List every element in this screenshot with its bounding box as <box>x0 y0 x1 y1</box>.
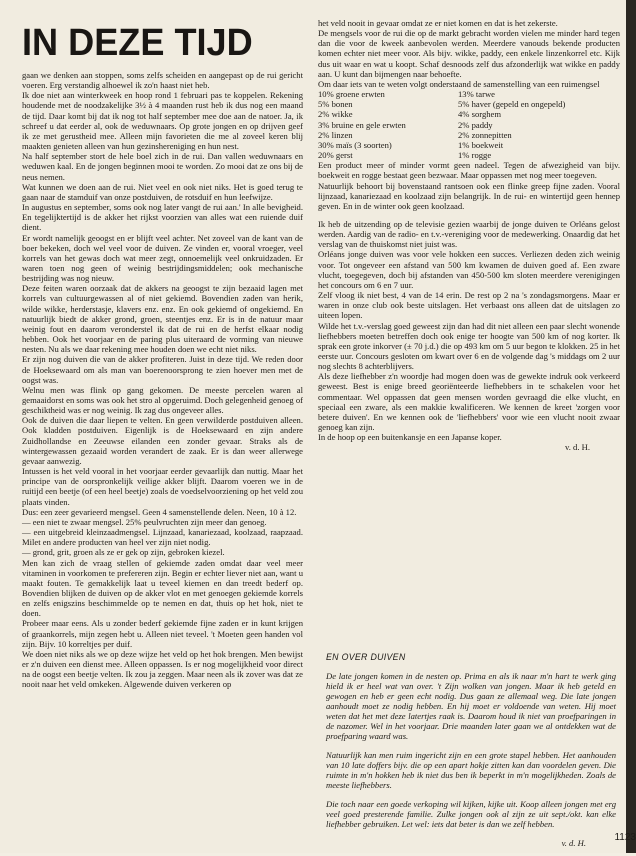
mix-cell: 20% gerst <box>318 150 353 161</box>
mix-cell: 2% paddy <box>458 119 493 130</box>
paragraph: Een product meer of minder vormt geen nadeel. Tegen de afwezigheid van bijv. boekweit en rogge bestaat geen bezwaar. Maar oppassen met nog meer toegeven. <box>318 160 620 181</box>
paragraph: Wat kunnen we doen aan de rui. Niet veel en ook niet niks. Het is goed terug te gaan naar de stamduif van onze postduiven, de rotsduif en hun leefwijze. <box>22 181 303 202</box>
left-column <box>22 70 303 690</box>
mix-cell: 3% bruine en gele erwten <box>318 119 406 130</box>
spacer <box>318 211 620 219</box>
mix-cell: 2% linzen <box>318 129 353 140</box>
mix-cell: 2% wikke <box>318 109 353 120</box>
mix-cell: 13% tarwe <box>458 89 495 100</box>
mix-cell: 5% haver (gepeld en ongepeld) <box>458 99 566 110</box>
mix-cell: 10% groene erwten <box>318 89 385 100</box>
paragraph: — grond, grit, groen als ze er gek op zijn, gebroken kiezel. <box>22 547 225 558</box>
paragraph: Ik doe niet aan winterkweek en hoop rond 1 februari pas te koppelen. Rekening houdende met de noodzakelijke 3½ à 4 maanden rust heb ik dus nog een maand de tijd. Daar komt bij dat ik nog tot half september mee doe aan de natoer. Ja, ik schreef u dat eerder al, ook de weduwnaars. Op grote jongen en op drijven geef ik ze met gerustheid mee. Alleen mijn favorieten die me al zoveel keren blij maakten genieten alleen van hun gezinshereniging en hun nest. <box>22 90 303 152</box>
paragraph: We doen niet niks als we op deze wijze het veld op het hok brengen. Men bewijst er z'n duiven een dienst mee. Alleen oppassen. Is er nog mogelijkheid voor direct na de oogst een beetje velten. Ik zou ja zeggen. Maar neen als ik zover was dat ze nooit naar het veld omkeken. Algewende duiven verkeren op <box>22 648 303 690</box>
paragraph: In de hoop op een buitenkansje en een Japanse koper. <box>318 432 502 443</box>
page-title: IN DEZE TIJD <box>22 22 253 64</box>
author-signature: v. d. H. <box>565 442 590 453</box>
paragraph: Er zijn nog duiven die van de akker profiteren. Juist in deze tijd. We reden door de Hoeksewaard om als man van boerenoorsprong te zien hoever men met de oogst was. <box>22 354 303 385</box>
mix-row <box>318 150 620 160</box>
paragraph: Deze feiten waren oorzaak dat de akkers na geoogst te zijn bezaaid lagen met korrels van cultuurgewassen al of niet gekiemd. Bovendien zaden van herik, wilde wikke, herderstasje, klavers enz. enz. En ook gekiemd of ongekiemd. En natuurlijk biedt de akker grond, groen, steentjes enz. Er is in de natuur maar weinig fout en daarom veronderstel ik dat de rui en de herfst elkaar nodig hebben. Ook het voorjaar en de paring plus uiteraard de vorming van nieuwe nesten. Nu als we daar rekening mee houden doen we echt niet niks. <box>22 283 303 355</box>
paragraph: — een uitgebreid kleinzaadmengsel. Lijnzaad, kanariezaad, koolzaad, raapzaad. Milet en andere producten van heel ver zijn niet nodig. <box>22 527 303 548</box>
mix-row <box>318 109 620 119</box>
inset-paragraph: Natuurlijk kan men ruim ingericht zijn en een grote stapel hebben. Het aanhouden van 10 late doffers bijv. die op een apart hokje zitten kan dan voordelen geven. Die ruimte in m'n hokken heb ik niet dus ben ik beperkt in m'n mogelijkheden. Zoals de meeste liefhebbers. <box>326 749 616 791</box>
inset-heading: EN OVER DUIVEN <box>326 652 406 662</box>
paragraph: Als deze liefhebber z'n woordje had mogen doen was de gewekte indruk ook verkeerd geweest. Best is enige breed georiënteerde liefhebbers in te schakelen voor het commentaar. Wel oppassen dat geen mensen worden gevraagd die elke vlucht, en speciaal een zware, als een makkie kwalificeren. We kennen de kreet 'zorgen voor betere duiven'. En we kennen ook de 'liefhebbers' voor wie een vlucht nooit zwaar genoeg kan zijn. <box>318 371 620 433</box>
paragraph: Er wordt namelijk geoogst en er blijft veel achter. Net zoveel van de kant van de boer bekeken, doch wel veel voor de duiven. Ze vinden er, vooral vroeger, veel korrels van het gewas doch wat meer zegt, onnoemelijk veel onkruidzaden. Er waren toen nog geen of weinig bestrijdingsmiddelen; ook mechanische bestrijding was nog nieuw. <box>22 232 303 284</box>
paragraph: Intussen is het veld vooral in het voorjaar eerder gevaarlijk dan nuttig. Maar het principe van de oorspronkelijk veilige akker blijft. Daarom voeren we in de ruitijd een beetje (of een heel beetje) zoals de voedselvoorziening op het veld zou plaats vinden. <box>22 466 303 507</box>
paragraph: Zelf vloog ik niet best, 4 van de 14 erin. De rest op 2 na 's zondagsmorgens. Maar er waren in onze club ook beste uitslagen. Het verbaast ons alleen dat de uitslagen zo uiteen lopen. <box>318 290 620 321</box>
mix-row <box>318 140 620 150</box>
page-edge <box>626 0 636 853</box>
mix-row <box>318 89 620 99</box>
inset-signature: v. d. H. <box>561 837 586 848</box>
paragraph: Ook de duiven die daar liepen te velten. En geen verwilderde postduiven alleen. Ook kladden postduiven. Eigenlijk is de Hoeksewaard en zijn andere Zuidhollandse en Zeeuwse eilanden een zonder gevaar. Straks als de wintergewassen gezaaid worden verandert de zaak. Er is dan weer allerwege gevaar aanwezig. <box>22 415 303 466</box>
mix-row <box>318 130 620 140</box>
mix-table <box>318 89 620 160</box>
mix-row <box>318 120 620 130</box>
paragraph: Natuurlijk behoort bij bovenstaand rantsoen ook een flinke greep fijne zaden. Vooral lijnzaad, kanariezaad en koolzaad zijn belangrijk. In de rui- en wintertijd geen hennep geven. En in de winter ook geen koolzaad. <box>318 180 620 211</box>
inset-paragraph: Die toch naar een goede verkoping wil kijken, kijke uit. Koop alleen jongen met erg veel goed presterende familie. Zulke jongen ook al zijn ze uit sept./okt. kan elke liefhebber gebruiken. Let wel: iets dat beter is dan we zelf hebben. <box>326 798 616 830</box>
paragraph: Probeer maar eens. Als u zonder bederf gekiemde fijne zaden er in kunt krijgen of graankorrels, mijn zegen hebt u. Alleen niet teveel. 't Moeten geen handen vol zijn. Bijv. 10 korreltjes per duif. <box>22 618 303 649</box>
paragraph: In augustus en september, soms ook nog later vangt de rui aan.' In alle bevigheid. En tegelijktertijd is de akker het rijkst voorzien van alles wat een ruiende duif dient. <box>22 202 303 233</box>
mix-cell: 1% boekweit <box>458 139 504 150</box>
paragraph: Ik heb de uitzending op de televisie gezien waarbij de jonge duiven te Orléans gelost werden. Aardig van de radio- en t.v.-vereniging voor de medewerking. Onaardig dat het verslag van de thuiskomst niet juist was. <box>318 218 620 250</box>
mix-cell: 4% sorghem <box>458 109 502 120</box>
right-column <box>318 18 620 453</box>
paragraph: gaan we denken aan stoppen, soms zelfs scheiden en aangepast op de rui gericht voeren. Erg verstandig alhoewel ik zo'n haast niet heb. <box>22 70 303 91</box>
paragraph: — een niet te zwaar mengsel. 25% peulvruchten zijn meer dan genoeg. <box>22 516 267 527</box>
inset-paragraph: De late jongen komen in de nesten op. Prima en als ik naar m'n hart te werk ging hield ik er heel wat van over. 't Zijn wolken van jongen. Maar ik heb geteld en gewogen en heb er geen echt nodig. Dus gaan ze allemaal weg. Die late jongen aanhoudt moet ze nodig hebben. En hij moet er voldoende van weten. Hij moet weten dat het met deze latertjes raak is. Daarom houd ik niet van proefparingen in de nazomer. Wel in het voorjaar. Drie maanden later gaan we al ontdekken wat de proefparing waard was. <box>326 670 616 742</box>
paragraph: Men kan zich de vraag stellen of gekiemde zaden omdat daar veel meer vitaminen in voorkomen te prefereren zijn. Begin er echter liever niet aan, want u maakt fouten. Te gemakkelijk laat u teveel kiemen en dan treedt bederf op. Bovendien blijken de duiven op de akker vlot en met genoegen gekiemde korrels en zelfs enigszins beschimmelde op te nemen en dat, thuis op het hok, niet te doen. <box>22 557 303 619</box>
paragraph: Welnu men was flink op gang gekomen. De meeste percelen waren al gemaaidorst en soms was ook het stro al opgeruimd. Doch gelegenheid genoeg of geschiktheid was er nog weinig. Ik zag dus ongeveer alles. <box>22 384 303 416</box>
mix-cell: 30% maïs (3 soorten) <box>318 139 392 150</box>
paragraph: Wilde het t.v.-verslag goed geweest zijn dan had dit niet alleen een paar slecht wonende liefhebbers moeten betreffen doch ook enige ter hoogte van 500 km of nog korter. Ik sprak een grote inkorver (± 70 j.d.) die op 493 km om 5 uur begon te klokken. 25 in het eerste uur. Concours gesloten om kwart over 6 en de volgende dag 's middags om 2 uur nog slechts 8 achterblijvers. <box>318 320 620 372</box>
page-number: 1123 <box>614 832 636 843</box>
paragraph: De mengsels voor de rui die op de markt gebracht worden vielen me minder hard tegen dan die voor de kweek aanbevolen werden. Meerdere vanouds bekende producten komen echter niet meer voor. Als bijv. wikke, paddy, een enkele linzenkorrel etc. Kijk dus uit waar en wat u koopt. Schaf desnoods zelf dus afzonderlijk wat wikke en paddy aan. U kunt dan bijmengen naar behoefte. <box>318 28 620 79</box>
mix-cell: 5% bonen <box>318 99 353 110</box>
mix-row <box>318 99 620 109</box>
mix-cell: 2% zonnepitten <box>458 129 512 140</box>
inset-box <box>326 652 616 856</box>
paragraph: het veld nooit in gevaar omdat ze er niet komen en dat is het zekerste. <box>318 18 558 28</box>
paragraph: Orléans jonge duiven was voor vele hokken een succes. Verliezen deden zich weinig voor. Tot ongeveer een afstand van 500 km kwamen de duiven goed af. Een zware vlucht, toegegeven, doch bij afstanden van 450-500 km sloten meerdere verenigingen het concours om 6 en 7 uur. <box>318 249 620 290</box>
paragraph: Dus: een zeer gevarieerd mengsel. Geen 4 samenstellende delen. Neen, 10 à 12. <box>22 506 297 517</box>
mix-cell: 1% rogge <box>458 150 492 161</box>
paragraph: Om daar iets van te weten volgt onderstaand de samenstelling van een ruimengsel <box>318 78 600 89</box>
paragraph: Na half september stort de hele boel zich in de rui. Dan vallen weduwnaars en weduwen kaal. En de jongen beginnen mooi te worden. Zo mooi dat ze ons bij de neus nemen. <box>22 151 303 182</box>
